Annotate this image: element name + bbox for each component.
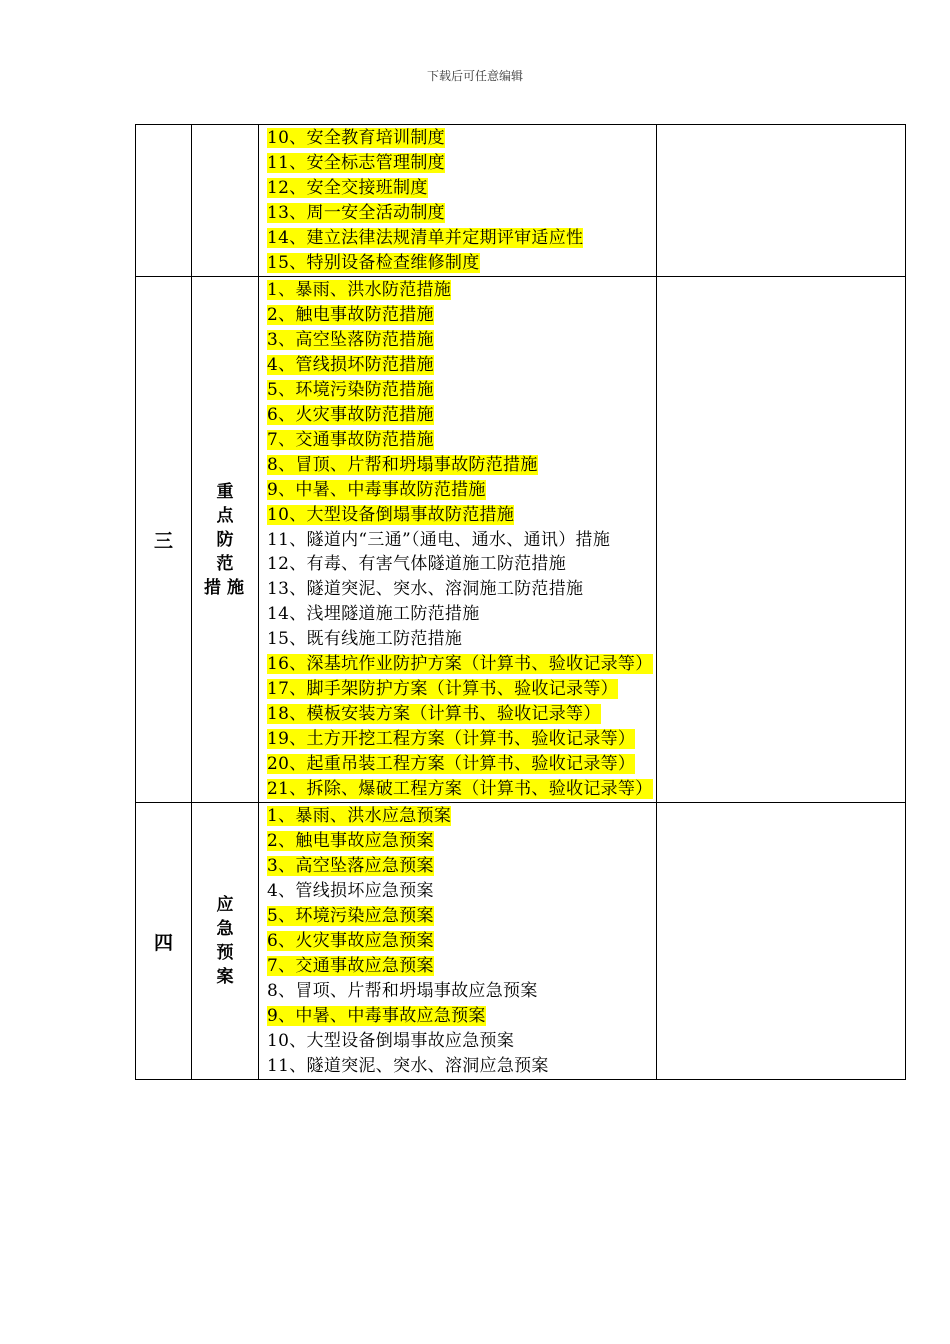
list-item — [267, 328, 650, 353]
list-item-text: 7、交通事故应急预案 — [267, 955, 434, 976]
list-item — [267, 752, 650, 777]
list-item — [267, 528, 650, 553]
list-item-text: 15、既有线施工防范措施 — [267, 629, 463, 650]
list-item-text: 6、火灾事故防范措施 — [267, 404, 434, 425]
list-item-text: 8、冒顶、片帮和坍塌事故防范措施 — [267, 454, 538, 475]
list-item — [267, 829, 650, 854]
list-item-text: 5、环境污染应急预案 — [267, 906, 434, 927]
section-items-cell — [259, 803, 657, 1080]
list-item — [267, 854, 650, 879]
list-item-text: 13、周一安全活动制度 — [267, 202, 445, 223]
list-item-text: 3、高空坠落防范措施 — [267, 330, 434, 351]
section-number-cell — [136, 125, 192, 277]
list-item — [267, 151, 650, 176]
list-item — [267, 727, 650, 752]
list-item — [267, 577, 650, 602]
list-item-text: 15、特别设备检查维修制度 — [267, 252, 480, 273]
list-item — [267, 904, 650, 929]
list-item — [267, 954, 650, 979]
list-item-text: 14、浅埋隧道施工防范措施 — [267, 604, 480, 625]
table-row-section-3 — [136, 277, 906, 803]
table-row-section-4 — [136, 803, 906, 1080]
list-item-text: 9、中暑、中毒事故防范措施 — [267, 479, 486, 500]
list-item — [267, 627, 650, 652]
list-item-text: 11、隧道突泥、突水、溶洞应急预案 — [267, 1055, 549, 1076]
list-item — [267, 677, 650, 702]
list-item — [267, 652, 653, 677]
list-item-text: 7、交通事故防范措施 — [267, 429, 434, 450]
category-char: 重 — [216, 481, 234, 502]
list-item — [267, 1054, 650, 1079]
list-item-text: 12、安全交接班制度 — [267, 177, 428, 198]
category-char: 案 — [216, 967, 234, 988]
list-item-text: 2、触电事故防范措施 — [267, 305, 434, 326]
item-list — [267, 278, 653, 801]
list-item-text: 18、模板安装方案（计算书、验收记录等） — [267, 703, 601, 724]
list-item — [267, 353, 650, 378]
item-list — [267, 804, 650, 1078]
list-item — [267, 251, 650, 276]
list-item-text: 5、环境污染防范措施 — [267, 380, 434, 401]
remark-cell — [657, 277, 906, 803]
list-item-text: 4、管线损坏防范措施 — [267, 355, 434, 376]
list-item — [267, 201, 650, 226]
list-item — [267, 303, 650, 328]
list-item — [267, 979, 650, 1004]
category-label — [200, 893, 250, 989]
list-item-text: 6、火灾事故应急预案 — [267, 931, 434, 951]
category-char: 点 — [216, 505, 234, 526]
list-item-text: 11、隧道内“三通”（通电、通水、通讯）措施 — [267, 529, 611, 550]
section-category — [192, 277, 259, 803]
list-item-text: 1、暴雨、洪水应急预案 — [267, 806, 452, 827]
list-item — [267, 552, 650, 577]
list-item-text: 14、建立法律法规清单并定期评审适应性 — [267, 227, 584, 248]
list-item — [267, 176, 650, 201]
remark-cell — [657, 803, 906, 1080]
list-item-text: 10、大型设备倒塌事故防范措施 — [267, 504, 515, 525]
category-label — [200, 480, 250, 600]
list-item-text: 9、中暑、中毒事故应急预案 — [267, 1005, 486, 1026]
section-category-cell — [192, 125, 259, 277]
list-item-text: 13、隧道突泥、突水、溶洞施工防范措施 — [267, 579, 584, 600]
list-item — [267, 1029, 650, 1054]
list-item — [267, 879, 650, 904]
list-item — [267, 929, 650, 954]
list-item — [267, 126, 650, 151]
section-category — [192, 803, 259, 1080]
list-item — [267, 226, 650, 251]
list-item — [267, 702, 650, 727]
category-char: 应 — [216, 895, 234, 916]
list-item — [267, 503, 650, 528]
list-item-text: 8、冒项、片帮和坍塌事故应急预案 — [267, 980, 538, 1001]
list-item — [267, 453, 650, 478]
list-item-text: 3、高空坠落应急预案 — [267, 856, 434, 877]
list-item — [267, 602, 650, 627]
section-items-cell — [259, 125, 657, 277]
list-item — [267, 278, 650, 303]
page-header-note: 下载后可任意编辑 — [426, 69, 523, 83]
list-item-text: 21、拆除、爆破工程方案（计算书、验收记录等） — [267, 778, 653, 799]
safety-measures-table — [135, 124, 906, 1080]
category-char: 范 — [216, 553, 234, 574]
list-item — [267, 1004, 650, 1029]
table-row-continued — [136, 125, 906, 277]
section-number: 四 — [136, 803, 192, 1080]
list-item — [267, 428, 650, 453]
category-char: 急 — [216, 919, 234, 940]
section-items-cell — [259, 277, 657, 803]
section-number: 三 — [136, 277, 192, 803]
list-item-text: 4、管线损坏应急预案 — [267, 881, 434, 902]
list-item — [267, 478, 650, 503]
list-item — [267, 403, 650, 428]
list-item — [267, 804, 650, 829]
list-item-text: 17、脚手架防护方案（计算书、验收记录等） — [267, 678, 618, 699]
list-item-text: 12、有毒、有害气体隧道施工防范措施 — [267, 554, 567, 575]
list-item — [267, 378, 650, 403]
list-item-text: 1、暴雨、洪水防范措施 — [267, 280, 452, 301]
item-list — [267, 126, 650, 275]
list-item-text: 19、土方开挖工程方案（计算书、验收记录等） — [267, 728, 636, 749]
remark-cell — [657, 125, 906, 277]
list-item — [267, 777, 653, 802]
list-item-text: 2、触电事故应急预案 — [267, 831, 434, 852]
list-item-text: 10、安全教育培训制度 — [267, 128, 445, 148]
category-char-pair: 措施 — [204, 577, 250, 598]
list-item-text: 10、大型设备倒塌事故应急预案 — [267, 1030, 515, 1051]
category-char: 防 — [216, 529, 234, 550]
list-item-text: 20、起重吊装工程方案（计算书、验收记录等） — [267, 753, 636, 774]
list-item-text: 11、安全标志管理制度 — [267, 152, 445, 173]
category-char: 预 — [216, 943, 234, 964]
list-item-text: 16、深基坑作业防护方案（计算书、验收记录等） — [267, 654, 653, 675]
